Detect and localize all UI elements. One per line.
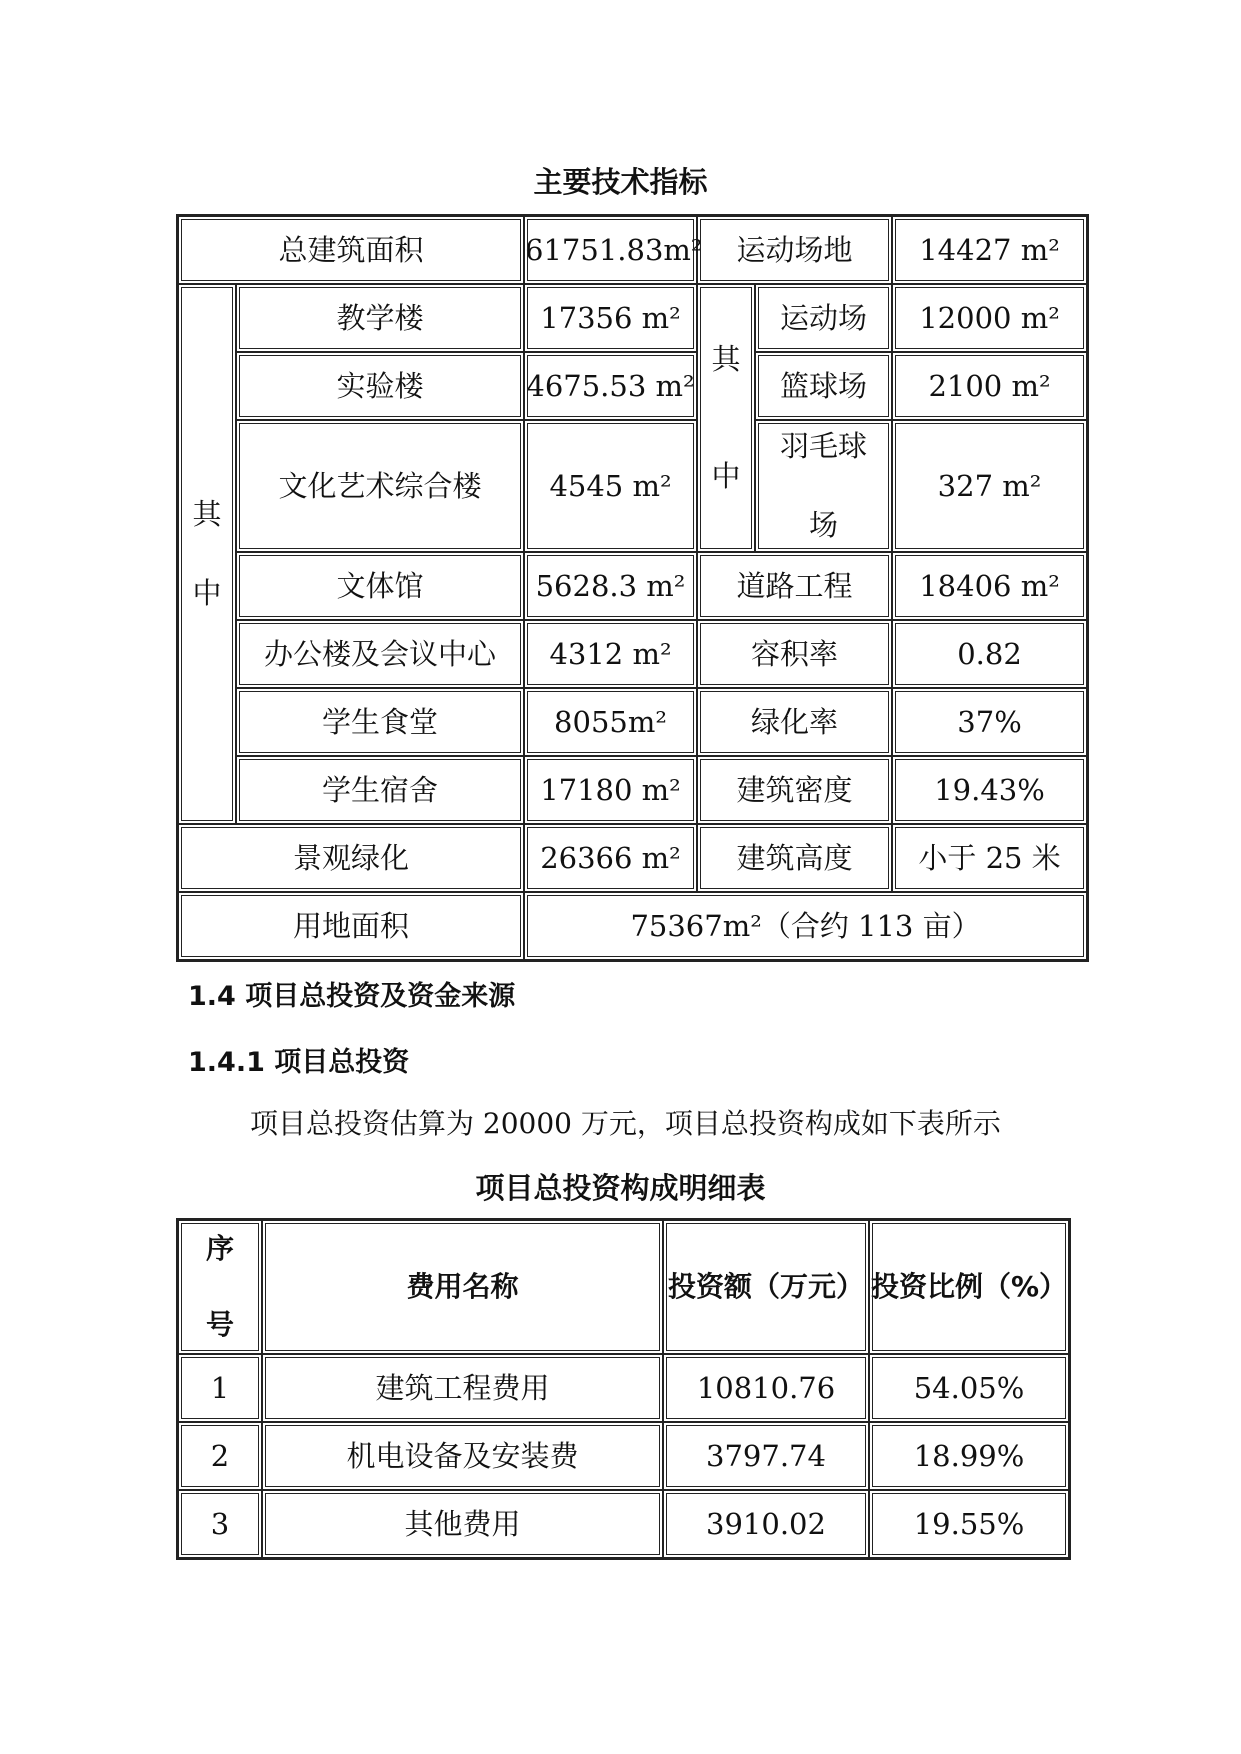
row-name: 建筑工程费用: [262, 1354, 663, 1422]
header-amount: 投资额（万元）: [663, 1220, 869, 1354]
sports-item-label: 运动场: [755, 284, 892, 352]
building-value: 4545 m²: [524, 420, 697, 552]
sports-item-label: 羽毛球 场: [755, 420, 892, 552]
indicator-value: 19.43%: [892, 756, 1087, 824]
land-area-label: 用地面积: [178, 892, 524, 960]
table-row: [178, 1354, 1069, 1422]
indicator-label: 绿化率: [697, 688, 892, 756]
total-area-value: 61751.83m²: [524, 216, 697, 284]
technical-indicators-table: [176, 214, 1089, 962]
header-ratio: 投资比例（%）: [869, 1220, 1069, 1354]
building-label: 实验楼: [236, 352, 524, 420]
indicator-label: 建筑密度: [697, 756, 892, 824]
table1-title: 主要技术指标: [533, 165, 708, 199]
row-seq: 1: [178, 1354, 262, 1422]
indicator-label: 道路工程: [697, 552, 892, 620]
sports-item-value: 12000 m²: [892, 284, 1087, 352]
building-value: 4675.53 m²: [524, 352, 697, 420]
height-label: 建筑高度: [697, 824, 892, 892]
building-value: 17180 m²: [524, 756, 697, 824]
height-value: 小于 25 米: [892, 824, 1087, 892]
building-label: 文化艺术综合楼: [236, 420, 524, 552]
qizhong-cell-left: 其 中: [178, 284, 236, 824]
sports-item-value: 2100 m²: [892, 352, 1087, 420]
sports-item-value: 327 m²: [892, 420, 1087, 552]
table-row: [178, 1490, 1069, 1558]
row-seq: 2: [178, 1422, 262, 1490]
building-label: 办公楼及会议中心: [236, 620, 524, 688]
sports-label: 运动场地: [697, 216, 892, 284]
building-value: 4312 m²: [524, 620, 697, 688]
landscape-label: 景观绿化: [178, 824, 524, 892]
row-name: 机电设备及安装费: [262, 1422, 663, 1490]
qizhong-cell-right: 其 中: [697, 284, 755, 552]
building-label: 学生宿舍: [236, 756, 524, 824]
indicator-label: 容积率: [697, 620, 892, 688]
investment-table: [176, 1218, 1071, 1560]
table2-title: 项目总投资构成明细表: [475, 1171, 766, 1205]
section-heading: 1.4 项目总投资及资金来源: [188, 981, 516, 1012]
indicator-value: 37%: [892, 688, 1087, 756]
row-ratio: 54.05%: [869, 1354, 1069, 1422]
building-label: 学生食堂: [236, 688, 524, 756]
sports-value: 14427 m²: [892, 216, 1087, 284]
header-seq: 序 号: [178, 1220, 262, 1354]
indicator-value: 0.82: [892, 620, 1087, 688]
building-value: 17356 m²: [524, 284, 697, 352]
landscape-value: 26366 m²: [524, 824, 697, 892]
row-seq: 3: [178, 1490, 262, 1558]
sports-item-label: 篮球场: [755, 352, 892, 420]
building-label: 教学楼: [236, 284, 524, 352]
row-name: 其他费用: [262, 1490, 663, 1558]
building-value: 5628.3 m²: [524, 552, 697, 620]
row-amount: 3910.02: [663, 1490, 869, 1558]
land-area-value: 75367m²（合约 113 亩）: [524, 892, 1087, 960]
indicator-value: 18406 m²: [892, 552, 1087, 620]
row-amount: 3797.74: [663, 1422, 869, 1490]
building-label: 文体馆: [236, 552, 524, 620]
row-ratio: 18.99%: [869, 1422, 1069, 1490]
row-ratio: 19.55%: [869, 1490, 1069, 1558]
header-name: 费用名称: [262, 1220, 663, 1354]
building-value: 8055m²: [524, 688, 697, 756]
subsection-heading: 1.4.1 项目总投资: [188, 1047, 410, 1078]
row-amount: 10810.76: [663, 1354, 869, 1422]
investment-paragraph: 项目总投资估算为 20000 万元，项目总投资构成如下表所示: [250, 1107, 1001, 1140]
total-area-label: 总建筑面积: [178, 216, 524, 284]
table-row: [178, 1422, 1069, 1490]
